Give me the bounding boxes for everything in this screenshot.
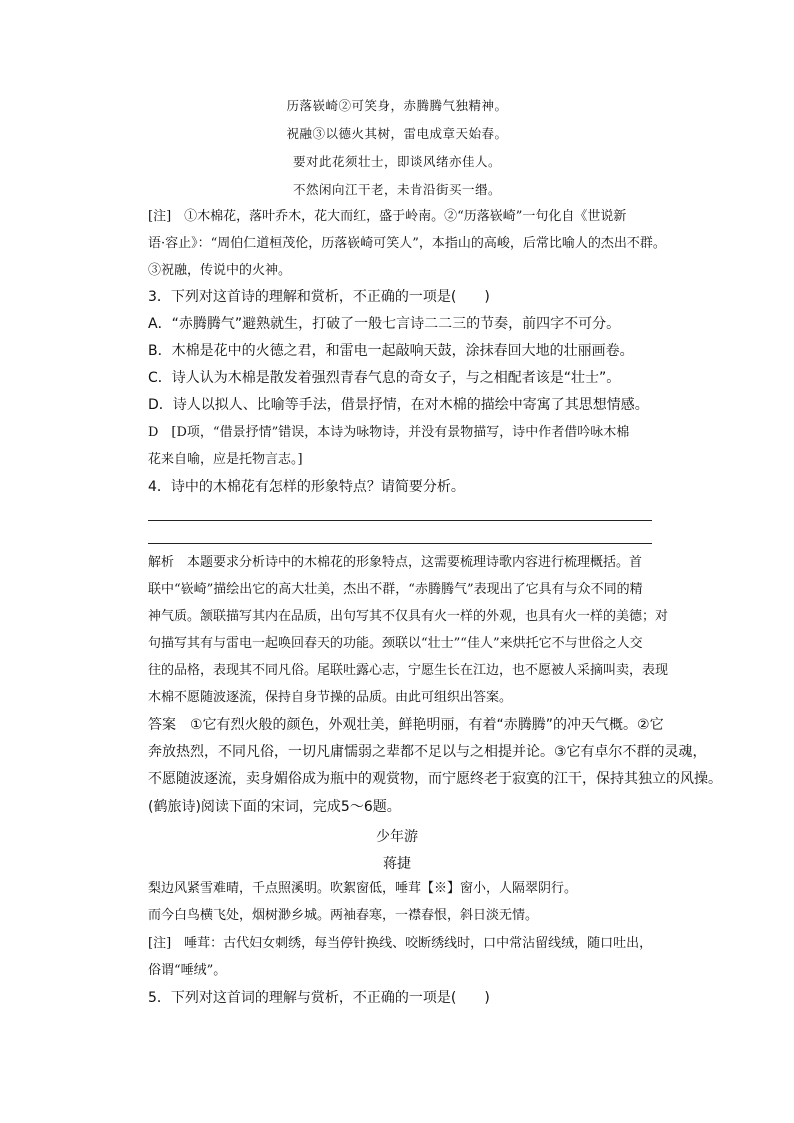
q4-answer-line: 答案 ①它有烈火般的颜色，外观壮美，鲜艳明丽，有着“赤腾腾”的冲天气概。②它 (148, 717, 664, 733)
poem-author: 蒋捷 (383, 856, 411, 872)
poem-line-3: 要对此花须壮士，即谈风绪亦佳人。 (292, 154, 501, 169)
poem-line-1: 历落嵚崎②可笑身，赤腾腾气独精神。 (286, 98, 508, 113)
answer-blank-line (148, 543, 652, 544)
q4-analysis-line: 神气质。颔联描写其内在品质，出句写其不仅具有火一样的外观，也具有火一样的美德；对 (148, 609, 669, 624)
q3-option-b: B．木棉是花中的火德之君，和雷电一起敲响天鼓，涂抹春回大地的壮丽画卷。 (148, 343, 634, 359)
question-3-stem: 3．下列对这首诗的理解和赏析，不正确的一项是( ) (148, 289, 490, 305)
q3-option-d: D．诗人以拟人、比喻等手法，借景抒情，在对木棉的描绘中寄寓了其思想情感。 (148, 397, 649, 413)
answer-blank-line (148, 520, 652, 521)
ci-line-2: 而今白鸟横飞处，烟树渺乡城。两袖春寒，一襟春恨，斜日淡无情。 (148, 908, 539, 923)
q3-option-c: C．诗人认为木棉是散发着强烈青春气息的奇女子，与之相配者该是“壮士”。 (148, 370, 621, 386)
poem-line-4: 不然闲向江干老，未肯沿街买一缗。 (292, 182, 501, 197)
ci-note-line: 俗谓“唾绒”。 (148, 963, 227, 978)
note-line: [注] ①木棉花，落叶乔木，花大而红，盛于岭南。②“历落嵚崎”一句化自《世说新 (148, 209, 627, 224)
q4-analysis-line: 联中“嵚崎”描绘出它的高大壮美，杰出不群，“赤腾腾气”表现出了它具有与众不同的精 (148, 582, 643, 597)
q4-analysis-line: 解析 本题要求分析诗中的木棉花的形象特点，这需要梳理诗歌内容进行梳理概括。首 (148, 555, 643, 570)
q3-answer-line: D [D项，“借景抒情”错误，本诗为咏物诗，并没有景物描写，诗中作者借吟咏木棉 (148, 425, 630, 440)
q3-option-a: A．“赤腾腾气”避熟就生，打破了一般七言诗二二三的节奏，前四字不可分。 (148, 316, 621, 332)
section-intro: (鹤旅诗)阅读下面的宋词，完成5～6题。 (148, 799, 401, 815)
q4-analysis-line: 往的品格，表现其不同凡俗。尾联吐露心志，宁愿生长在江边，也不愿被人采摘叫卖，表现 (148, 663, 669, 678)
q3-answer-line: 花来自喻，应是托物言志。] (148, 452, 303, 467)
poem-line-2: 祝融③以德火其树，雷电成章天始春。 (286, 126, 508, 141)
q4-analysis-line: 木棉不愿随波逐流，保持自身节操的品质。由此可组织出答案。 (148, 690, 513, 705)
q4-analysis-line: 句描写其有与雷电一起唤回春天的功能。颈联以“壮士”“佳人”来烘托它不与世俗之人交 (148, 636, 643, 651)
ci-line-1: 梨边风紧雪难晴，千点照溪明。吹絮窗低，唾茸【※】窗小，人隔翠阴行。 (148, 881, 578, 896)
note-line: ③祝融，传说中的火神。 (148, 263, 292, 278)
ci-note-line: [注] 唾茸：古代妇女刺绣，每当停针换线、咬断绣线时，口中常沾留线绒，随口吐出， (148, 936, 653, 951)
q4-answer-line: 奔放热烈，不同凡俗，一切凡庸懦弱之辈都不足以与之相提并论。③它有卓尔不群的灵魂， (148, 744, 707, 760)
note-line: 语·容止》：“周伯仁道桓茂伦，历落嵚崎可笑人”，本指山的高峻，后常比喻人的杰出不群。 (148, 236, 666, 251)
q4-answer-line: 不愿随波逐流，卖身媚俗成为瓶中的观赏物，而宁愿终老于寂寞的江干，保持其独立的风操。 (148, 771, 722, 787)
poem-title: 少年游 (376, 829, 418, 845)
question-4-stem: 4．诗中的木棉花有怎样的形象特点？请简要分析。 (148, 479, 465, 495)
question-5-stem: 5．下列对这首词的理解与赏析，不正确的一项是( ) (148, 990, 490, 1006)
